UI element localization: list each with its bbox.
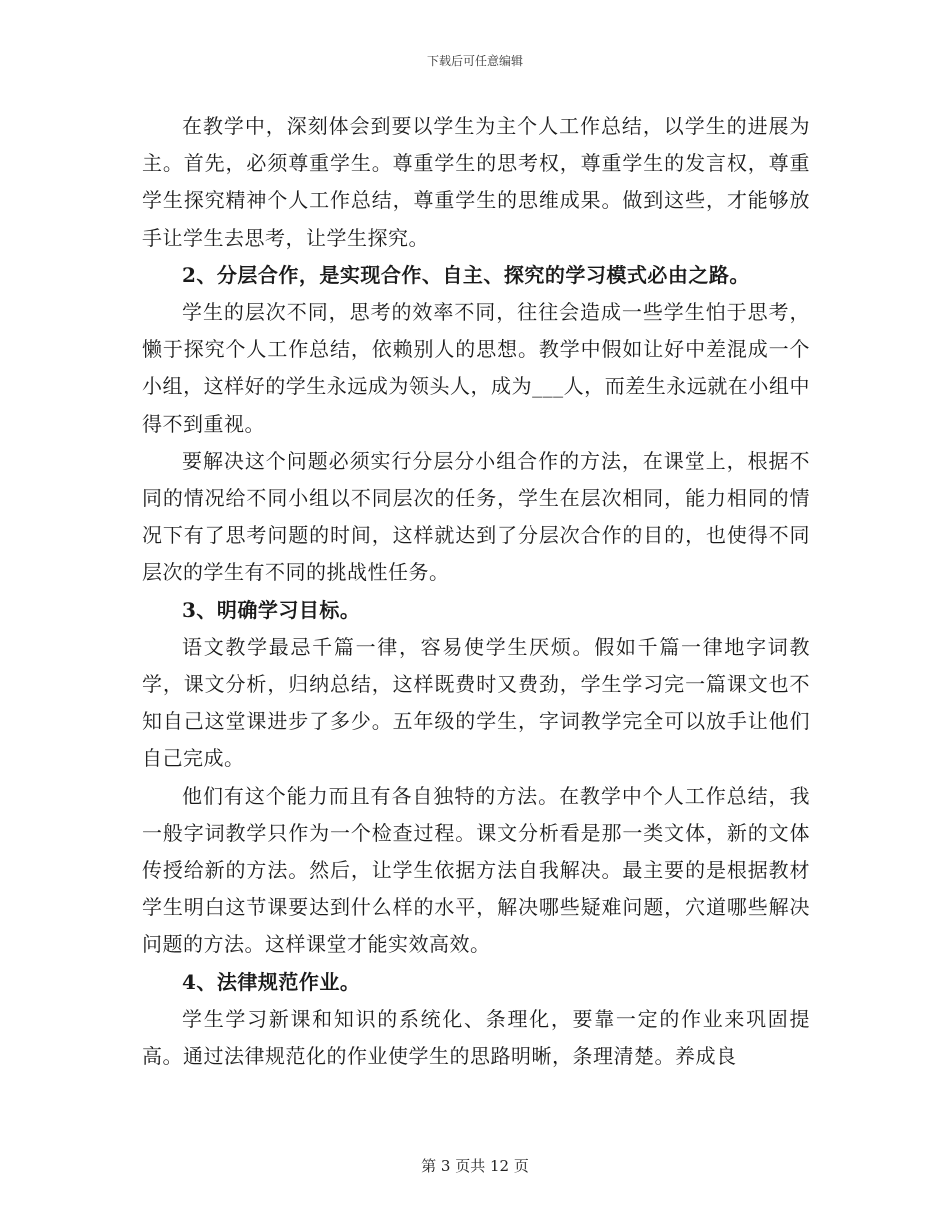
paragraph-4: 语文教学最忌千篇一律，容易使学生厌烦。假如千篇一律地字词教学，课文分析，归纳总结，这样既费时又费劲，学生学习完一篇课文也不知自己这堂课进步了多少。五年级的学生，字词教学完全可以放手让他们自己完成。 (142, 634, 810, 771)
section-heading-2: 2、分层合作，是实现合作、自主、探究的学习模式必由之路。 (182, 262, 750, 287)
paragraph-3: 要解决这个问题必须实行分层分小组合作的方法，在课堂上，根据不同的情况给不同小组以不同层次的任务，学生在层次相同，能力相同的情况下有了思考问题的时间，这样就达到了分层次合作的目的，也使得不同层次的学生有不同的挑战性任务。 (142, 448, 810, 585)
section-heading-3: 3、明确学习目标。 (182, 597, 361, 622)
paragraph-1: 在教学中，深刻体会到要以学生为主个人工作总结，以学生的进展为主。首先，必须尊重学生。尊重学生的思考权，尊重学生的发言权，尊重学生探究精神个人工作总结，尊重学生的思维成果。做到这些，才能够放手让学生去思考，让学生探究。 (142, 114, 810, 250)
paragraph-5: 他们有这个能力而且有各自独特的方法。在教学中个人工作总结，我一般字词教学只作为一个检查过程。课文分析看是那一类文体，新的文体传授给新的方法。然后，让学生依据方法自我解决。最主要的是根据教材学生明白这节课要达到什么样的水平，解决哪些疑难问题，穴道哪些解决问题的方法。这样课堂才能实效高效。 (142, 783, 810, 957)
document-body (142, 108, 810, 1075)
page-number: 第 3 页共 12 页 (421, 1157, 529, 1175)
section-heading-4: 4、法律规范作业。 (182, 969, 361, 994)
page-header: 下载后可任意编辑 (426, 54, 523, 68)
paragraph-2: 学生的层次不同，思考的效率不同，往往会造成一些学生怕于思考，懒于探究个人工作总结，依赖别人的思想。教学中假如让好中差混成一个小组，这样好的学生永远成为领头人，成为___人，而差生永远就在小组中得不到重视。 (142, 300, 810, 436)
paragraph-6: 学生学习新课和知识的系统化、条理化，要靠一定的作业来巩固提高。通过法律规范化的作业使学生的思路明晰，条理清楚。养成良 (142, 1006, 810, 1069)
